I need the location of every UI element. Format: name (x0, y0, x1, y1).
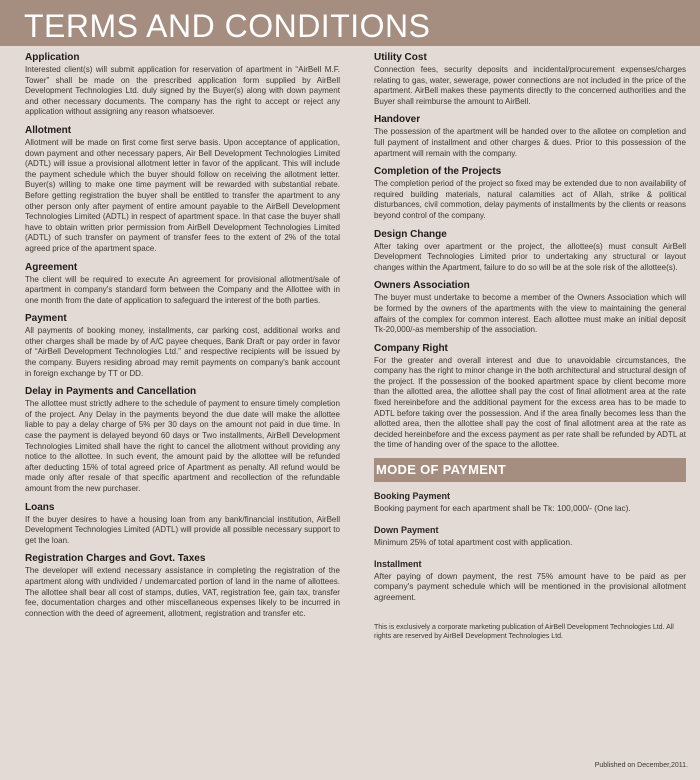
section-application (25, 52, 340, 118)
section-heading: Agreement (25, 261, 78, 273)
section-heading: Utility Cost (374, 52, 427, 63)
section-heading: Payment (25, 313, 67, 325)
section-allotment (25, 125, 340, 255)
footer-note: This is exclusively a corporate marketing publication of AirBell Development Technologies Ltd. All rights are reserved by AirBell Development Technologies Ltd. (374, 624, 674, 641)
section-heading: Handover (374, 114, 421, 126)
section-registration-taxes (25, 553, 340, 619)
payment-body: Booking payment for each apartment shall be Tk: 100,000/- (One lac). (374, 503, 631, 514)
section-utility-cost (374, 52, 686, 107)
section-loans (25, 502, 340, 547)
section-delay-cancellation (25, 386, 340, 494)
payment-heading: Installment (374, 558, 422, 569)
section-heading: Design Change (374, 228, 447, 240)
section-body: If the buyer desires to have a housing loan from any bank/financial institution, AirBell Development Technologies Limited (ADTL) will provide all possible necessary support to get the loan. (25, 514, 340, 545)
section-handover (374, 114, 686, 159)
section-owners-association (374, 280, 686, 335)
section-body: The possession of the apartment will be handed over to the allotee on completion and full payment of installment and other charges & dues. Prior to this possession of the apartment will remain with the company. (374, 127, 686, 158)
section-body: The developer will extend necessary assistance in completing the registration of the apartment along with undivided / undemarcated portion of land in the name of allottees. The allottee shall bear all cost of stamps, duties, VAT, registration fee, gain tax, transfer fee, documentation charges and other miscellaneous expenses likely to be incurred in connection with the deed of agreement, allotment, registration and transfer etc. (25, 566, 340, 618)
payment-item-installment (374, 559, 686, 603)
section-design-change (374, 229, 686, 274)
payment-body: After paying of down payment, the rest 75% amount have to be paid as per company's payment schedule which will be mentioned in the provisional allotment agreement. (374, 570, 686, 603)
payment-item-down (374, 525, 686, 548)
left-column (25, 52, 340, 626)
section-body: The client will be required to execute An agreement for provisional allotment/sale of apartment in company's standard form between the Company and the Allottee with in one month from the date of application to safeguard the interest of the both parties. (25, 274, 340, 305)
section-heading: Allotment (25, 124, 72, 136)
section-body: All payments of booking money, installments, car parking cost, additional works and other charges shall be made by of A/C payee cheques, Bank Draft or pay order in favor of “AirBell Development Technologies Ltd.” and respective recipients will be issued by the company. Buyers residing abroad may remit payments on company's bank account in foreign exchange by TT or DD. (25, 326, 340, 378)
section-body: Interested client(s) will submit application for reservation of apartment in “AirBell M.F. Tower” shall be made on the prescribed application form supplied by AirBell Development Technologies Ltd. duly signed by the Buyer(s) along with down payment and other necessary documents. The company has the right to accept or reject any application without assigning any reason whatsoever. (25, 65, 340, 117)
section-payment (25, 313, 340, 379)
section-body: After taking over apartment or the project, the allottee(s) must consult AirBell Development Technologies Limited prior to undertaking any structural or layout changes within the Apartment, failure to do so will be at the sole risk of the allottee(s). (374, 241, 686, 272)
payment-item-booking (374, 491, 686, 514)
section-heading: Company Right (374, 342, 448, 354)
section-heading: Registration Charges and Govt. Taxes (25, 553, 206, 565)
section-heading: Loans (25, 501, 55, 513)
payment-heading: Booking Payment (374, 491, 451, 502)
payment-body: Minimum 25% of total apartment cost with application. (374, 536, 573, 547)
section-heading: Application (25, 52, 80, 63)
published-date: Published on December,2011. (594, 762, 688, 769)
section-body: The allottee must strictly adhere to the schedule of payment to ensure timely completion of the project. Any Delay in the payments beyond the due date will make the allottee liable to pay a delay charge of 5% per 30 days on the amount not paid in due time. In case the payment is delayed beyond 60 days or Two installments, AirBell Development Technologies Limited shall have the right to cancel the allotment without providing any notice to the allottee. In such event, the amount paid by the allottee will be refunded after deducting 15% of total agreed price of Apartment as penalty. All refund would be made only after resale of that specific apartment and recollection of the refundable amount from the new purchaser. (25, 399, 340, 493)
page-title: TERMS AND CONDITIONS (0, 0, 700, 46)
section-body: Connection fees, security deposits and incidental/procurement expenses/charges relating to gas, water, sewerage, power connections are not included in the price of the apartment. AirBell makes these payments directly to the concerned authorities and the Buyer shall reimburse the amount to AirBell. (374, 65, 686, 106)
section-body: For the greater and overall interest and due to unavoidable circumstances, the company has the right to minor change in the both architectural and structural design of the project. If the possession of the booked apartment space by client become more than the allotted area, the allottee shall pay the cost of final allotment area at the rate fixed hereinbefore and the additional payment for the excess area has to be made to ADTL before taking over the possession. And if the area finally becomes less than the allotted area, then the allottee shall pay the cost of final allotment area at the rate as decided hereinbefore and the excess payment as per rate shall be refunded by ADTL at the time of handing over of the space to the allottee. (374, 355, 686, 450)
section-heading: Owners Association (374, 280, 470, 292)
section-completion (374, 166, 686, 221)
section-body: The completion period of the project so fixed may be extended due to non availability of required building materials, natural calamities act of Allah, strike & political disturbances, civil commotion, delay payments of installments by the clients or reasons beyond control of the company. (374, 179, 686, 220)
section-company-right (374, 343, 686, 451)
payment-heading: Down Payment (374, 524, 439, 535)
right-column (374, 52, 686, 641)
section-agreement (25, 262, 340, 307)
section-body: The buyer must undertake to become a member of the Owners Association which will be formed by the owners of the apartments with the view to maintaining the general affairs of the complex for common interest. Each allottee must make an initial deposit Tk-20,000/-as membership of the association. (374, 293, 686, 335)
section-body: Allotment will be made on first come first serve basis. Upon acceptance of application, down payment and other necessary papers, Air Bell Development Technologies Limited (ADTL) will issue a provisional allotment letter in favor of the applicant. This will include the payment schedule which the buyer should follow on receiving the allotment letter. Buyer(s) willing to make one time payment will be rewarded with substantial rebate. Before getting registration the buyer shall be entitled to transfer the apartment to any other person only after payment of entire amount payable to the AirBell Development Technologies Limited (ADTL) in respect of apartment space. In that case the buyer shall have to obtain written prior permission from AirBell Development Technologies Limited (ADTL) of such transfer on payment of transfer fees to the extent of 2% of the total agreed price of the apartment space. (25, 137, 340, 253)
section-heading: Completion of the Projects (374, 166, 502, 178)
section-heading: Delay in Payments and Cancellation (25, 386, 197, 398)
mode-of-payment-banner: MODE OF PAYMENT (374, 458, 686, 482)
